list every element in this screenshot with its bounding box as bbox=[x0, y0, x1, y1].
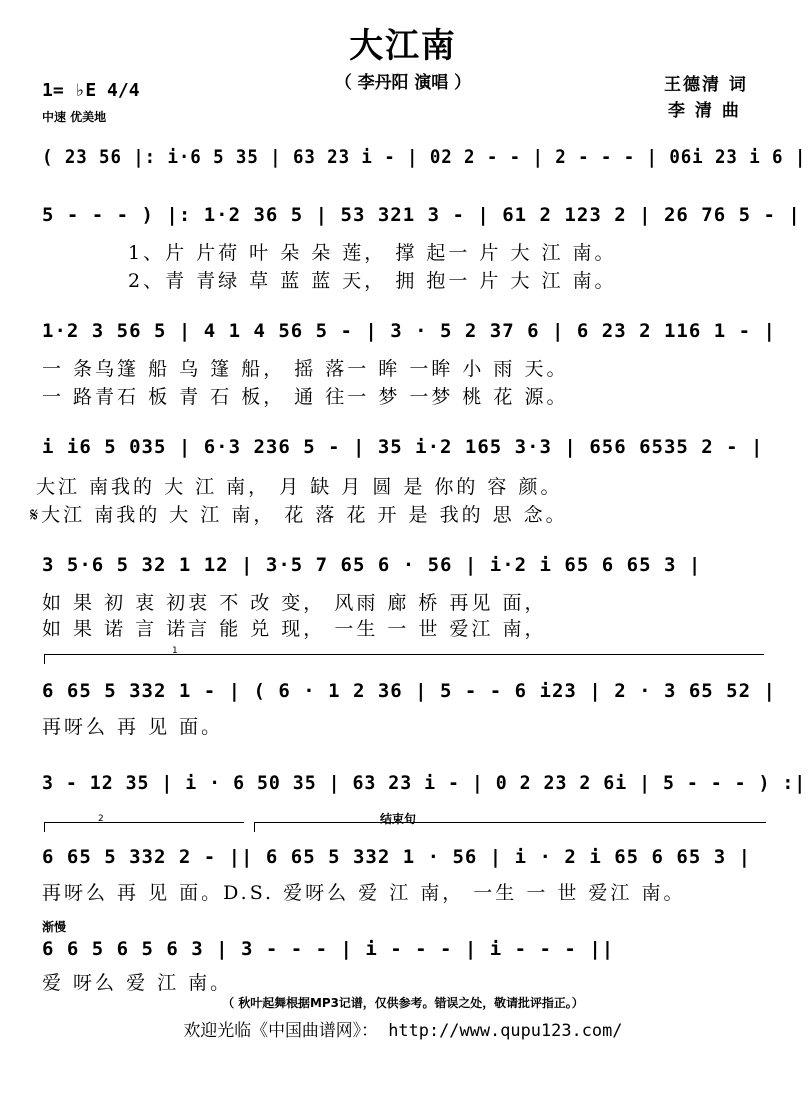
staff-row-8: 6 65 5 332 2 - || 6 65 5 332 1 · 56 | i · 2 i 65 6 65 3 | bbox=[42, 846, 752, 868]
website-credit: 欢迎光临《中国曲谱网》： http://www.qupu123.com/ bbox=[183, 1021, 623, 1041]
volta-1-bracket bbox=[44, 654, 764, 655]
staff-row-9: 6 6 5 6 5 6 3 | 3 - - - | i - - - | i - - - || bbox=[42, 938, 615, 960]
lyricist-credit: 王德清 词 bbox=[664, 75, 748, 95]
staff-row-7: 3 - 12 35 | i · 6 50 35 | 63 23 i - | 0 2 23 2 6i | 5 - - - ) :| bbox=[42, 772, 807, 794]
lyrics-row-6: 再呀么 再 见 面。 bbox=[42, 716, 224, 738]
lyrics-row-5-verse-1: 如 果 初 衷 初衷 不 改 变， 风雨 廊 桥 再见 面， bbox=[42, 592, 547, 614]
lyrics-row-2-verse-1: 1、片 片荷 叶 朵 朵 莲， 撑 起一 片 大 江 南。 bbox=[128, 242, 617, 264]
score-title: 大江南 bbox=[349, 26, 457, 66]
lyrics-row-4-verse-2: 𝄋大江 南我的 大 江 南， 花 落 花 开 是 我的 思 念。 bbox=[30, 504, 568, 526]
ending-bracket-start bbox=[254, 822, 255, 832]
lyrics-row-3-verse-2: 一 路青石 板 青 石 板， 通 往一 梦 一梦 桃 花 源。 bbox=[42, 386, 569, 408]
volta-1-number: 1 bbox=[172, 646, 178, 656]
lyrics-row-2-verse-2: 2、青 青绿 草 蓝 蓝 天， 拥 抱一 片 大 江 南。 bbox=[128, 270, 617, 292]
lyrics-row-5-verse-2: 如 果 诺 言 诺言 能 兑 现， 一生 一 世 爱江 南， bbox=[42, 618, 547, 640]
staff-row-6: 6 65 5 332 1 - | ( 6 · 1 2 36 | 5 - - 6 i23 | 2 · 3 65 52 | bbox=[42, 680, 776, 702]
composer-credit: 李 清 曲 bbox=[668, 101, 741, 121]
lyrics-row-8: 再呀么 再 见 面。D.S. 爱呀么 爱 江 南， 一生 一 世 爱江 南。 bbox=[42, 882, 686, 904]
volta-2-bracket-start bbox=[44, 822, 45, 832]
key-signature: 1= ♭E 4/4 bbox=[42, 80, 140, 101]
volta-2-bracket bbox=[44, 822, 244, 823]
ending-bracket bbox=[254, 822, 766, 823]
volta-2-number: 2 bbox=[98, 814, 104, 824]
staff-row-5: 3 5·6 5 32 1 12 | 3·5 7 65 6 · 56 | i·2 i 65 6 65 3 | bbox=[42, 554, 702, 576]
staff-row-1: ( 23 56 |: i·6 5 35 | 63 23 i - | 02 2 - - | 2 - - - | 06i 23 i 6 | bbox=[42, 146, 807, 168]
tempo-marking: 中速 优美地 bbox=[42, 110, 107, 124]
transcription-note: （ 秋叶起舞根据MP3记谱，仅供参考。错误之处，敬请批评指正。） bbox=[222, 996, 584, 1010]
lyrics-row-4-verse-1: 大江 南我的 大 江 南， 月 缺 月 圆 是 你的 容 颜。 bbox=[36, 476, 563, 498]
ritardando-marking: 渐慢 bbox=[42, 920, 67, 934]
volta-1-bracket-start bbox=[44, 654, 45, 664]
ending-label: 结束句 bbox=[380, 812, 417, 826]
lyrics-row-9: 爱 呀么 爱 江 南。 bbox=[42, 972, 233, 994]
singer-credit: （ 李丹阳 演唱 ） bbox=[334, 73, 472, 93]
staff-row-2: 5 - - - ) |: 1·2 36 5 | 53 321 3 - | 61 2 123 2 | 26 76 5 - | bbox=[42, 204, 801, 226]
staff-row-4: i i6 5 035 | 6·3 236 5 - | 35 i·2 165 3·3 | 656 6535 2 - | bbox=[42, 436, 764, 458]
staff-row-3: 1·2 3 56 5 | 4 1 4 56 5 - | 3 · 5 2 37 6 | 6 23 2 116 1 - | bbox=[42, 320, 776, 342]
lyrics-row-3-verse-1: 一 条乌篷 船 乌 篷 船， 摇 落一 眸 一眸 小 雨 天。 bbox=[42, 358, 569, 380]
